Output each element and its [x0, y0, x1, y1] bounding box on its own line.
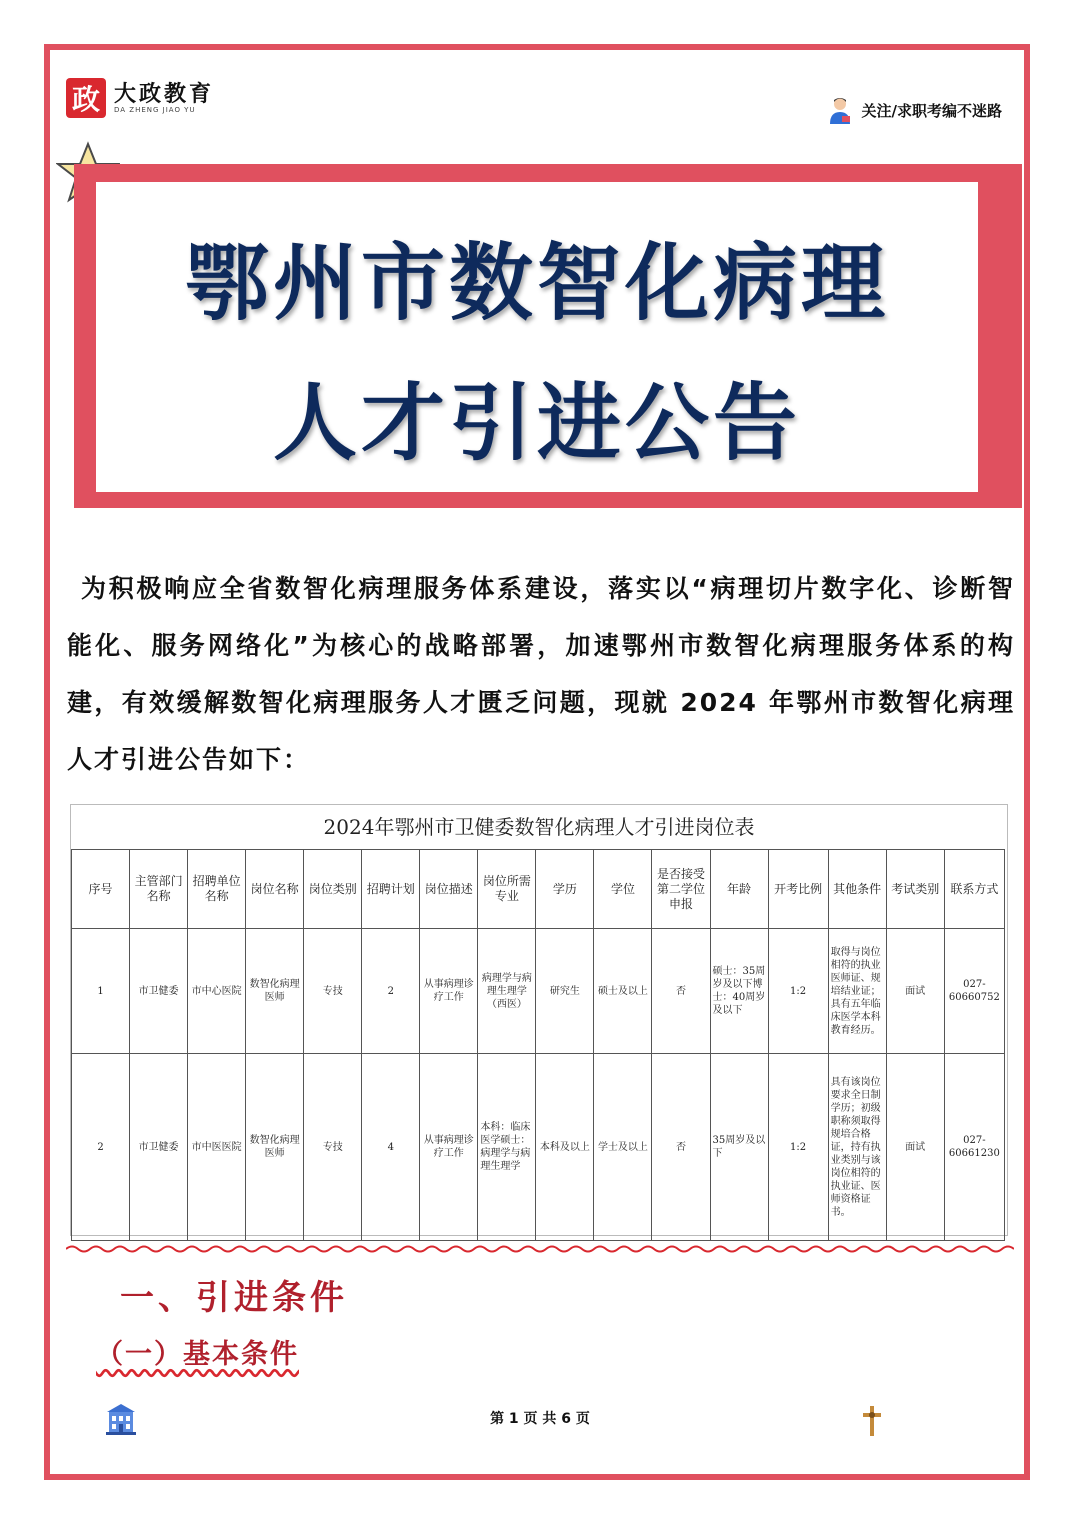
table-cell: 35周岁及以下 [710, 1054, 768, 1241]
table-cell: 取得与岗位相符的执业医师证、规培结业证；具有五年临床医学本科教育经历。 [828, 929, 886, 1054]
brand-logo [66, 78, 214, 118]
table-cell: 2 [362, 929, 420, 1054]
intro-paragraph: 为积极响应全省数智化病理服务体系建设，落实以“病理切片数字化、诊断智能化、服务网络化”为核心的战略部署，加速鄂州市数智化病理服务体系的构建，有效缓解数智化病理服务人才匮乏问题，现就 2024 年鄂州市数智化病理人才引进公告如下： [67, 574, 1015, 774]
table-cell: 027-60661230 [944, 1054, 1004, 1241]
table-cell: 面试 [886, 929, 944, 1054]
table-cell: 1 [72, 929, 130, 1054]
table-header-cell: 开考比例 [768, 850, 828, 929]
table-cell: 4 [362, 1054, 420, 1241]
title-line-1: 鄂州市数智化病理 [184, 234, 889, 332]
table-cell: 本科：临床医学硕士：病理学与病理生理学 [478, 1054, 536, 1241]
wavy-divider [66, 1244, 1014, 1254]
table-header-cell: 学位 [594, 850, 652, 929]
table-header-cell: 主管部门名称 [130, 850, 188, 929]
table-header-cell: 岗位描述 [420, 850, 478, 929]
follow-text: 关注/求职考编不迷路 [861, 101, 1002, 120]
table-cell: 市卫健委 [130, 1054, 188, 1241]
job-table-image [70, 804, 1008, 1236]
table-cell: 从事病理诊疗工作 [420, 1054, 478, 1241]
table-cell: 市卫健委 [130, 929, 188, 1054]
cross-icon [860, 1404, 884, 1438]
table-cell: 本科及以上 [536, 1054, 594, 1241]
page-number: 第 1 页 共 6 页 [490, 1411, 590, 1427]
follow-banner [828, 96, 1002, 124]
table-cell: 具有该岗位要求全日制学历；初级职称须取得规培合格证，持有执业类别与该岗位相符的执业证、医师资格证书。 [828, 1054, 886, 1241]
table-cell: 否 [652, 1054, 710, 1241]
table-cell: 研究生 [536, 929, 594, 1054]
subsection-heading: （一）基本条件 [96, 1339, 299, 1370]
table-header-cell: 学历 [536, 850, 594, 929]
table-header-cell: 联系方式 [944, 850, 1004, 929]
table-header-cell: 年龄 [710, 850, 768, 929]
table-cell: 学士及以上 [594, 1054, 652, 1241]
table-row [72, 929, 1005, 1054]
table-header-cell: 序号 [72, 850, 130, 929]
table-header-cell: 岗位所需专业 [478, 850, 536, 929]
table-cell: 1:2 [768, 1054, 828, 1241]
table-caption: 2024年鄂州市卫健委数智化病理人才引进岗位表 [323, 815, 755, 839]
section-heading: 一、引进条件 [120, 1278, 348, 1318]
table-cell: 市中医医院 [188, 1054, 246, 1241]
table-cell: 数智化病理医师 [246, 1054, 304, 1241]
table-header-cell: 考试类别 [886, 850, 944, 929]
table-cell: 1:2 [768, 929, 828, 1054]
table-cell: 专技 [304, 1054, 362, 1241]
table-cell: 病理学与病理生理学（西医） [478, 929, 536, 1054]
person-avatar-icon [828, 96, 852, 124]
table-header-row [72, 850, 1005, 929]
table-header-cell: 是否接受第二学位申报 [652, 850, 710, 929]
logo-name: 大政教育 [114, 81, 215, 107]
table-cell: 硕士及以上 [594, 929, 652, 1054]
logo-mark: 政 [66, 78, 106, 118]
table-cell: 专技 [304, 929, 362, 1054]
table-cell: 数智化病理医师 [246, 929, 304, 1054]
table-cell: 2 [72, 1054, 130, 1241]
table-header-cell: 其他条件 [828, 850, 886, 929]
table-header-cell: 招聘单位名称 [188, 850, 246, 929]
table-cell: 硕士：35周岁及以下博士：40周岁及以下 [710, 929, 768, 1054]
job-table [71, 849, 1005, 1241]
table-header-cell: 招聘计划 [362, 850, 420, 929]
table-cell: 从事病理诊疗工作 [420, 929, 478, 1054]
table-cell: 027-60660752 [944, 929, 1004, 1054]
table-cell: 市中心医院 [188, 929, 246, 1054]
title-line-2: 人才引进公告 [272, 374, 801, 472]
logo-subtitle: DA ZHENG JIAO YU [114, 106, 196, 114]
table-cell: 面试 [886, 1054, 944, 1241]
table-row [72, 1054, 1005, 1241]
table-header-cell: 岗位名称 [246, 850, 304, 929]
table-cell: 否 [652, 929, 710, 1054]
title-banner [74, 164, 1022, 508]
table-header-cell: 岗位类别 [304, 850, 362, 929]
